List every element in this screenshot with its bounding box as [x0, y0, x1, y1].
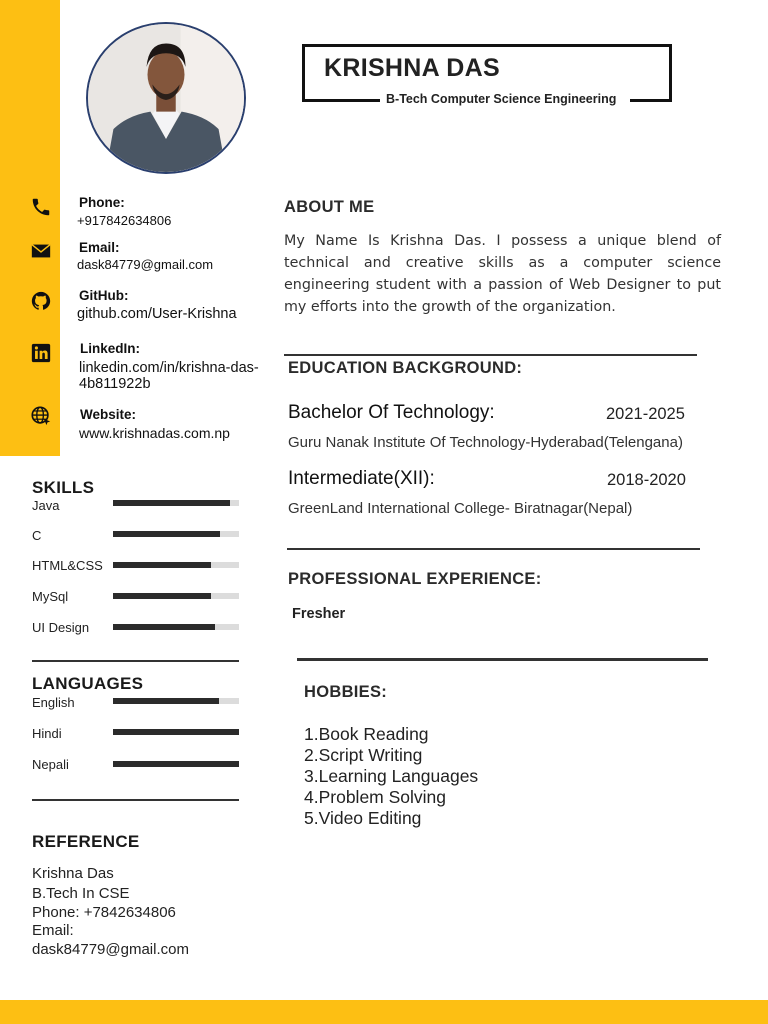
- skill-bar-fill: [113, 593, 211, 599]
- skill-bar: [113, 562, 239, 568]
- skill-bar: [113, 531, 239, 537]
- website-label: Website:: [80, 407, 137, 422]
- language-bar: [113, 761, 239, 767]
- education-years: 2018-2020: [607, 471, 686, 489]
- about-title: ABOUT ME: [284, 198, 375, 216]
- education-school: GreenLand International College- Biratnagar(Nepal): [288, 500, 633, 517]
- email-icon: [30, 240, 52, 262]
- skill-bar-fill: [113, 531, 220, 537]
- skill-name: MySql: [32, 589, 69, 604]
- candidate-subtitle: B-Tech Computer Science Engineering: [386, 92, 617, 106]
- skills-title: SKILLS: [32, 478, 95, 497]
- skill-bar: [113, 624, 239, 630]
- skill-bar: [113, 500, 239, 506]
- skill-name: Java: [32, 498, 60, 513]
- hobby-item: 5.Video Editing: [304, 808, 422, 828]
- education-years: 2021-2025: [606, 405, 685, 423]
- reference-phone: Phone: +7842634806: [32, 904, 176, 921]
- footer-accent-band: [0, 1000, 768, 1024]
- globe-icon: [30, 405, 52, 427]
- skill-name: C: [32, 528, 42, 543]
- languages-title: LANGUAGES: [32, 674, 144, 693]
- skill-bar: [113, 593, 239, 599]
- reference-name: Krishna Das: [32, 865, 114, 882]
- hobbies-title: HOBBIES:: [304, 683, 388, 701]
- about-text: My Name Is Krishna Das. I possess a unique blend of technical and creative skills as a computer science engineering student with a passion of Web Designer to put my efforts into the growth of the organization.: [284, 233, 721, 315]
- language-bar-fill: [113, 761, 239, 767]
- github-link[interactable]: github.com/User-Krishna: [77, 306, 237, 322]
- person-portrait-icon: [88, 24, 244, 172]
- candidate-name: KRISHNA DAS: [324, 54, 500, 82]
- reference-email-label: Email:: [32, 922, 74, 939]
- skill-name: HTML&CSS: [32, 558, 103, 573]
- reference-degree: B.Tech In CSE: [32, 885, 130, 902]
- experience-divider: [297, 658, 708, 661]
- hobby-item: 1.Book Reading: [304, 724, 429, 744]
- education-title: EDUCATION BACKGROUND:: [288, 359, 523, 377]
- education-degree: Intermediate(XII):: [288, 468, 435, 489]
- education-divider: [287, 548, 700, 550]
- language-bar: [113, 698, 239, 704]
- skill-bar-fill: [113, 624, 215, 630]
- language-bar-fill: [113, 698, 219, 704]
- language-bar: [113, 729, 239, 735]
- email-value: dask84779@gmail.com: [77, 257, 214, 272]
- hobby-item: 4.Problem Solving: [304, 787, 447, 807]
- education-degree: Bachelor Of Technology:: [288, 402, 495, 423]
- linkedin-link-line2[interactable]: 4b811922b: [79, 376, 151, 392]
- sidebar-accent-bar: [0, 0, 60, 456]
- about-divider: [284, 354, 697, 356]
- skills-divider: [32, 660, 239, 662]
- github-icon: [30, 290, 52, 312]
- language-name: English: [32, 695, 75, 710]
- hobby-item: 3.Learning Languages: [304, 766, 479, 786]
- skill-name: UI Design: [32, 620, 90, 635]
- phone-value: +917842634806: [77, 213, 172, 228]
- experience-title: PROFESSIONAL EXPERIENCE:: [288, 570, 542, 588]
- experience-text: Fresher: [292, 606, 346, 622]
- profile-photo: [86, 22, 246, 174]
- linkedin-label: LinkedIn:: [80, 341, 140, 356]
- linkedin-icon: [30, 342, 52, 364]
- skill-bar-fill: [113, 562, 211, 568]
- email-label: Email:: [79, 240, 120, 255]
- phone-icon: [30, 196, 52, 218]
- language-name: Hindi: [32, 726, 62, 741]
- reference-title: REFERENCE: [32, 832, 140, 851]
- hobby-item: 2.Script Writing: [304, 745, 423, 765]
- website-link[interactable]: www.krishnadas.com.np: [79, 425, 230, 441]
- phone-label: Phone:: [79, 195, 125, 210]
- languages-divider: [32, 799, 239, 801]
- linkedin-link-line1[interactable]: linkedin.com/in/krishna-das-: [79, 360, 259, 376]
- skill-bar-fill: [113, 500, 230, 506]
- reference-email: dask84779@gmail.com: [32, 941, 189, 958]
- language-bar-fill: [113, 729, 239, 735]
- github-label: GitHub:: [79, 288, 129, 303]
- language-name: Nepali: [32, 757, 69, 772]
- education-school: Guru Nanak Institute Of Technology-Hyderabad(Telengana): [288, 434, 683, 451]
